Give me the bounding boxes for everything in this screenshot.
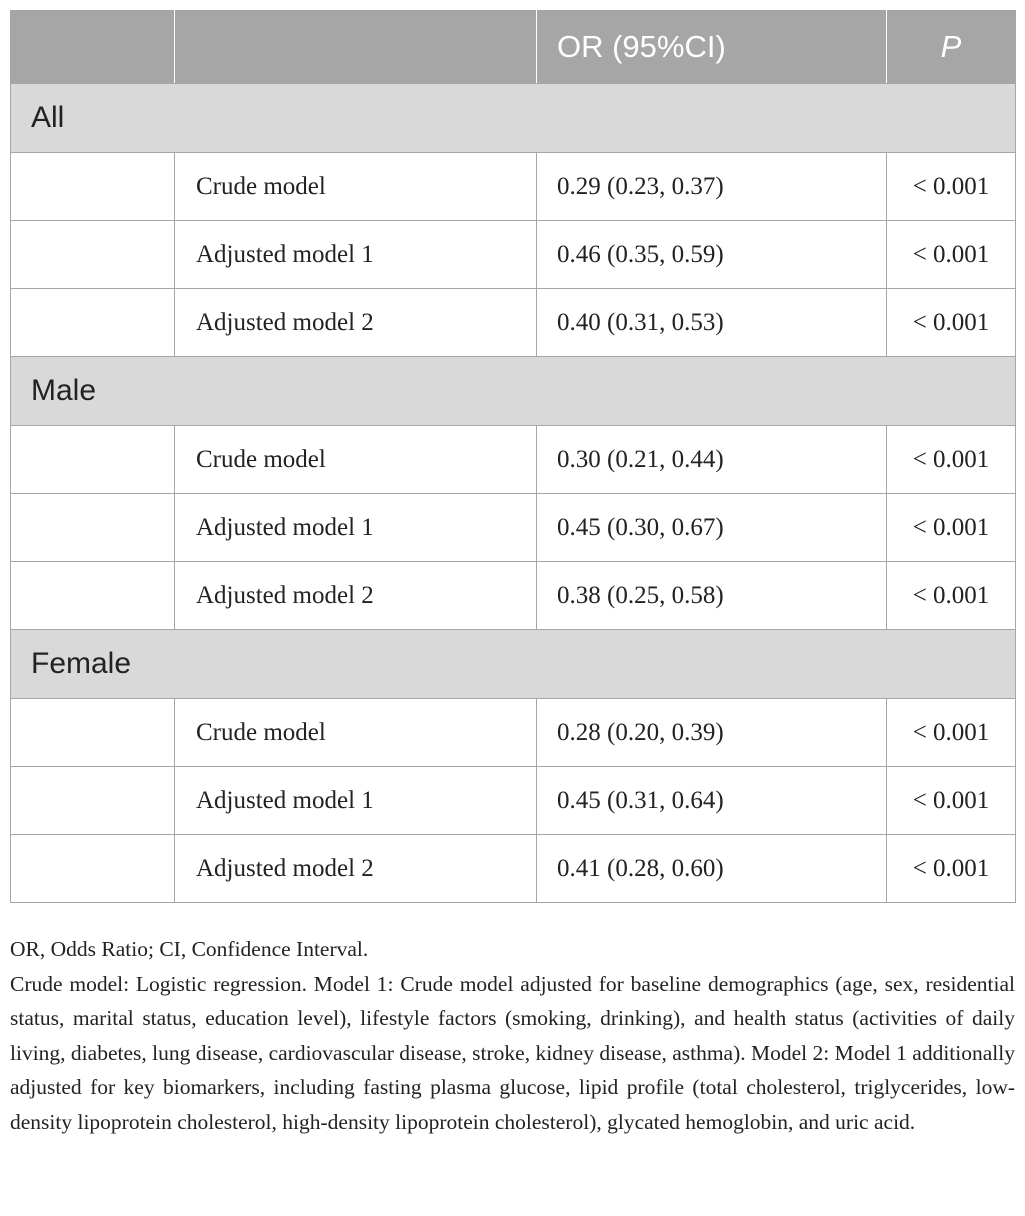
empty-cell: [11, 835, 175, 903]
p-value-cell: < 0.001: [887, 562, 1016, 630]
p-value-cell: < 0.001: [887, 289, 1016, 357]
results-table-container: [10, 10, 1015, 903]
table-footnotes: [10, 932, 1015, 1139]
model-name-cell: Adjusted model 2: [175, 289, 537, 357]
group-row-all: [11, 84, 1016, 153]
table-row: [11, 494, 1016, 562]
odds-ratio-table: [10, 10, 1016, 903]
empty-cell: [11, 494, 175, 562]
group-row-female: [11, 630, 1016, 699]
model-name-cell: Adjusted model 2: [175, 835, 537, 903]
table-header-row: [11, 11, 1016, 84]
model-name-cell: Crude model: [175, 426, 537, 494]
p-value-cell: < 0.001: [887, 699, 1016, 767]
p-value-cell: < 0.001: [887, 767, 1016, 835]
empty-cell: [11, 426, 175, 494]
header-or-column: OR (95%CI): [537, 11, 887, 84]
odds-ratio-cell: 0.41 (0.28, 0.60): [537, 835, 887, 903]
odds-ratio-cell: 0.40 (0.31, 0.53): [537, 289, 887, 357]
table-row: [11, 153, 1016, 221]
model-name-cell: Adjusted model 1: [175, 221, 537, 289]
group-row-male: [11, 357, 1016, 426]
table-row: [11, 426, 1016, 494]
empty-cell: [11, 153, 175, 221]
model-name-cell: Adjusted model 1: [175, 494, 537, 562]
model-name-cell: Adjusted model 2: [175, 562, 537, 630]
odds-ratio-cell: 0.29 (0.23, 0.37): [537, 153, 887, 221]
header-model-column: [175, 11, 537, 84]
table-row: [11, 221, 1016, 289]
model-name-cell: Adjusted model 1: [175, 767, 537, 835]
p-value-cell: < 0.001: [887, 221, 1016, 289]
group-label: All: [11, 84, 1016, 153]
table-row: [11, 767, 1016, 835]
group-label: Female: [11, 630, 1016, 699]
footnote-model-definitions: Crude model: Logistic regression. Model 1: Crude model adjusted for baseline demographics (age, sex, residential status, marital status, education level), lifestyle factors (smoking, drinking), and health status (activities of daily living, diabetes, lung disease, cardiovascular disease, stroke, kidney disease, asthma). Model 2: Model 1 additionally adjusted for key biomarkers, including fasting plasma glucose, lipid profile (total cholesterol, triglycerides, low-density lipoprotein cholesterol, high-density lipoprotein cholesterol), glycated hemoglobin, and uric acid.: [10, 971, 1015, 1134]
p-value-cell: < 0.001: [887, 153, 1016, 221]
table-body: [11, 84, 1016, 903]
model-name-cell: Crude model: [175, 153, 537, 221]
table-row: [11, 835, 1016, 903]
table-row: [11, 699, 1016, 767]
table-row: [11, 289, 1016, 357]
odds-ratio-cell: 0.28 (0.20, 0.39): [537, 699, 887, 767]
empty-cell: [11, 699, 175, 767]
p-value-cell: < 0.001: [887, 494, 1016, 562]
footnote-abbreviations: OR, Odds Ratio; CI, Confidence Interval.: [10, 937, 369, 961]
odds-ratio-cell: 0.38 (0.25, 0.58): [537, 562, 887, 630]
table-row: [11, 562, 1016, 630]
odds-ratio-cell: 0.45 (0.31, 0.64): [537, 767, 887, 835]
p-value-cell: < 0.001: [887, 835, 1016, 903]
group-label: Male: [11, 357, 1016, 426]
empty-cell: [11, 767, 175, 835]
p-value-cell: < 0.001: [887, 426, 1016, 494]
empty-cell: [11, 289, 175, 357]
header-group-column: [11, 11, 175, 84]
empty-cell: [11, 221, 175, 289]
header-p-column: P: [887, 11, 1016, 84]
odds-ratio-cell: 0.30 (0.21, 0.44): [537, 426, 887, 494]
empty-cell: [11, 562, 175, 630]
model-name-cell: Crude model: [175, 699, 537, 767]
odds-ratio-cell: 0.46 (0.35, 0.59): [537, 221, 887, 289]
odds-ratio-cell: 0.45 (0.30, 0.67): [537, 494, 887, 562]
